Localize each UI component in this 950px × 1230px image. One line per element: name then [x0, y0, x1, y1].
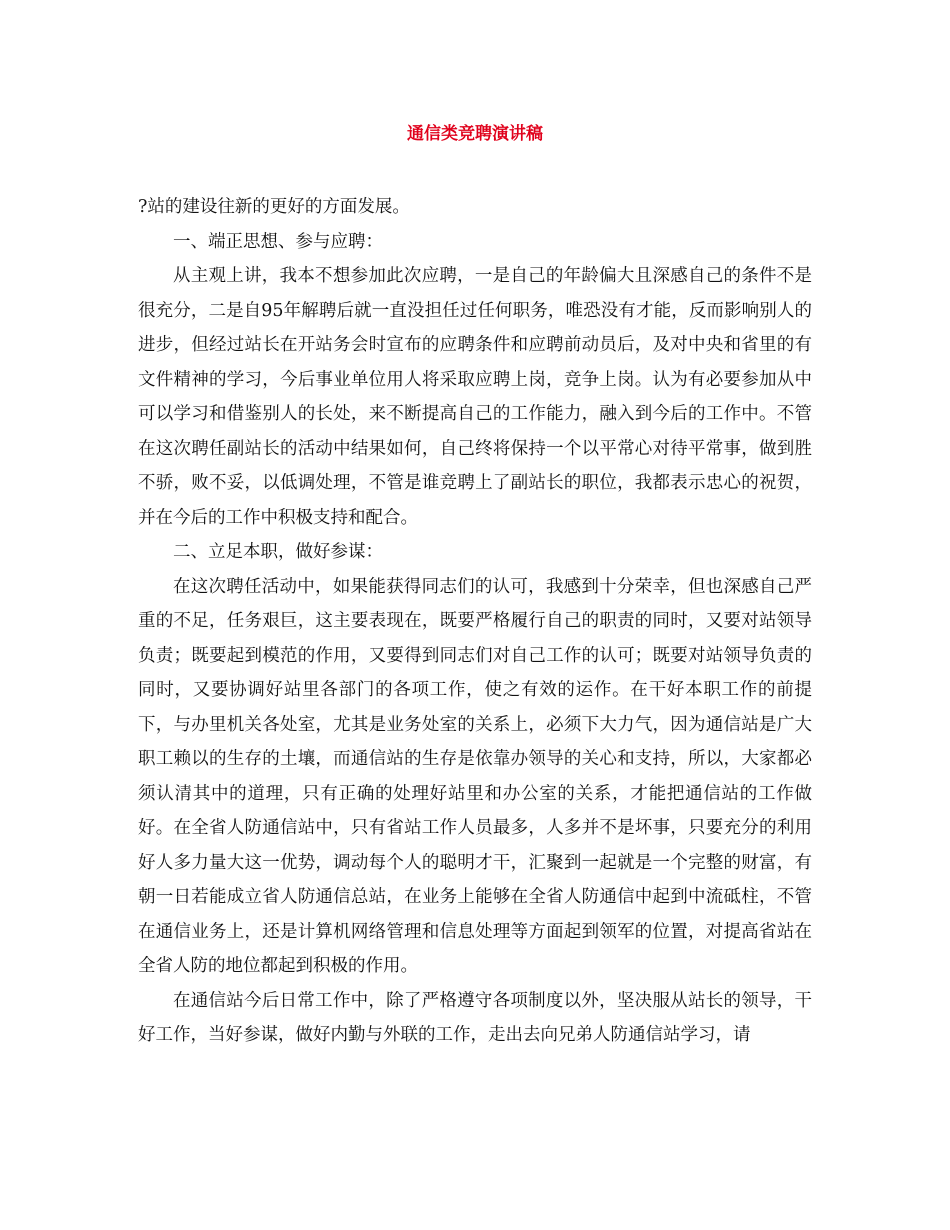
section-heading: 一、端正思想、参与应聘：: [173, 231, 383, 252]
paragraph: 在通信站今后日常工作中，除了严格遵守各项制度以外，坚决服从站长的领导，干好工作，当好参谋，做好内勤与外联的工作，走出去向兄弟人防通信站学习，请: [138, 990, 812, 1045]
section-heading: 二、立足本职，做好参谋：: [173, 542, 383, 562]
document-title: 通信类竞聘演讲稿: [407, 124, 543, 144]
paragraph: ?站的建设往新的更好的方面发展。: [138, 197, 410, 217]
document-body: [138, 190, 812, 1053]
paragraph: 在这次聘任活动中，如果能获得同志们的认可，我感到十分荣幸，但也深感自己严重的不足，任务艰巨，这主要表现在，既要严格履行自己的职责的同时，又要对站领导负责；既要起到模范的作用，又要得到同志们对自己工作的认可；既要对站领导负责的同时，又要协调好站里各部门的各项工作，使之有效的运作。在干好本职工作的前提下，与办里机关各处室，尤其是业务处室的关系上，必须下大力气，因为通信站是广大职工赖以的生存的土壤，而通信站的生存是依靠办领导的关心和支持，所以，大家都必须认清其中的道理，只有正确的处理好站里和办公室的关系，才能把通信站的工作做好。在全省人防通信站中，只有省站工作人员最多，人多并不是坏事，只要充分的利用好人多力量大这一优势，调动每个人的聪明才干，汇聚到一起就是一个完整的财富，有朝一日若能成立省人防通信总站，在业务上能够在全省人防通信中起到中流砥柱，不管在通信业务上，还是计算机网络管理和信息处理等方面起到领军的位置，对提高省站在全省人防的地位都起到积极的作用。: [138, 576, 812, 976]
paragraph: 从主观上讲，我本不想参加此次应聘，一是自己的年龄偏大且深感自己的条件不是很充分，二是自95年解聘后就一直没担任过任何职务，唯恐没有才能，反而影响别人的进步，但经过站长在开站务会时宣布的应聘条件和应聘前动员后，及对中央和省里的有文件精神的学习，今后事业单位用人将采取应聘上岗，竞争上岗。认为有必要参加从中可以学习和借鉴别人的长处，来不断提高自己的工作能力，融入到今后的工作中。不管在这次聘任副站长的活动中结果如何，自己终将保持一个以平常心对待平常事，做到胜不骄，败不妥，以低调处理，不管是谁竞聘上了副站长的职位，我都表示忠心的祝贺，并在今后的工作中积极支持和配合。: [138, 266, 812, 528]
